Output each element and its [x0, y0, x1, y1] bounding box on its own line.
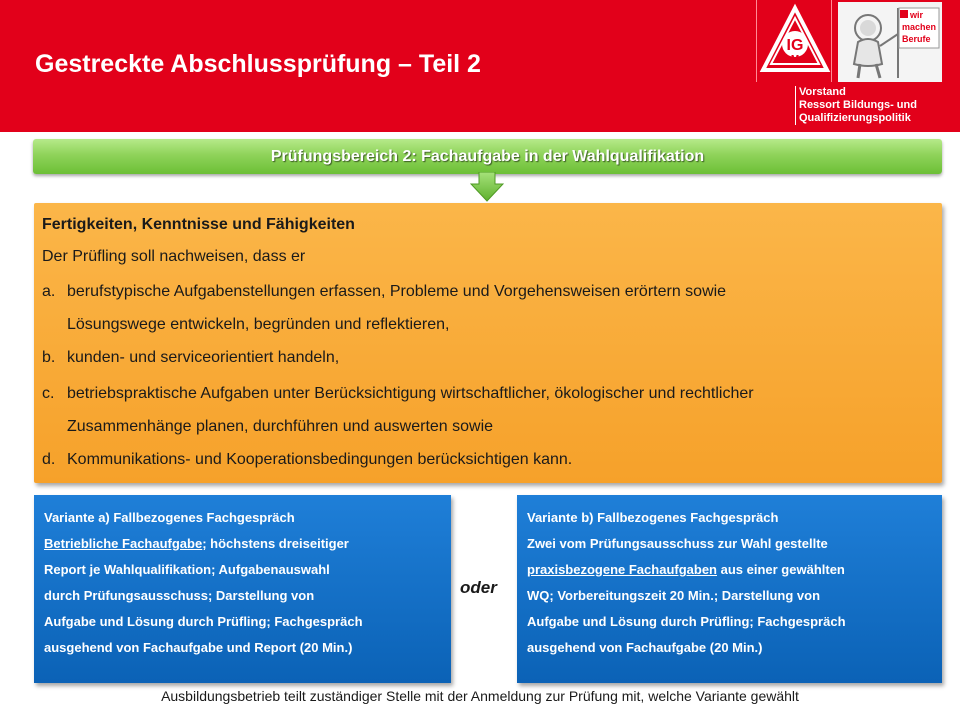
- org-line-2: Ressort Bildungs- und: [799, 99, 917, 111]
- variant-a-line-6: ausgehend von Fachaufgabe und Report (20 Min.): [44, 640, 353, 655]
- variant-a-line-2: [44, 531, 363, 557]
- logo-letters: IG: [786, 37, 804, 54]
- variant-b-box: [517, 495, 942, 683]
- page-title: Gestreckte Abschlussprüfung – Teil 2: [35, 50, 481, 78]
- skills-panel: [34, 203, 942, 483]
- variant-b-link[interactable]: praxisbezogene Fachaufgaben: [527, 562, 717, 577]
- down-arrow-icon: [470, 172, 504, 202]
- variant-b-line-3-text: aus einer gewählten: [717, 562, 845, 577]
- skill-item-b: [42, 341, 339, 374]
- igm-logo-icon: [757, 0, 833, 82]
- skill-item-d: [42, 443, 572, 476]
- variant-a-title: Variante a) Fallbezogenes Fachgespräch: [44, 510, 295, 525]
- variant-b-line-5: Aufgabe und Lösung durch Prüfling; Fachgespräch: [527, 614, 846, 629]
- connector-oder: oder: [460, 578, 497, 597]
- skill-marker: d.: [42, 451, 56, 468]
- variant-b-line-3: [527, 557, 846, 583]
- skill-item-c: [42, 377, 754, 443]
- variant-b-line-4: WQ; Vorbereitungszeit 20 Min.; Darstellung von: [527, 588, 821, 603]
- badge-word-1: wir: [910, 10, 924, 20]
- variant-a-line-4: durch Prüfungsausschuss; Darstellung von: [44, 588, 315, 603]
- footer-note: Ausbildungsbetrieb teilt zuständiger Stelle mit der Anmeldung zur Prüfung mit, welche Variante gewählt: [161, 688, 799, 704]
- badge-word-2: machen: [902, 22, 937, 32]
- skill-marker: c.: [42, 385, 55, 402]
- igm-logo: [756, 0, 832, 82]
- organization-info: [795, 86, 917, 125]
- skill-line: Kommunikations- und Kooperationsbedingungen berücksichtigen kann.: [67, 451, 573, 468]
- skill-marker: a.: [42, 283, 56, 300]
- badge-word-3: Berufe: [902, 34, 931, 44]
- exam-area-title: Prüfungsbereich 2: Fachaufgabe in der Wahlqualifikation: [270, 148, 705, 165]
- header: [0, 0, 960, 132]
- campaign-image: [838, 2, 942, 82]
- variant-a-line-3: Report je Wahlqualifikation; Aufgabenauswahl: [44, 562, 330, 577]
- variant-a-line-5: Aufgabe und Lösung durch Prüfling; Fachgespräch: [44, 614, 363, 629]
- skill-line: betriebspraktische Aufgaben unter Berücksichtigung wirtschaftlicher, ökologischer und rechtlicher: [67, 385, 754, 402]
- variant-a-line-2-text: ; höchstens dreiseitiger: [202, 536, 349, 551]
- logo-sub-letter: M: [790, 54, 800, 65]
- variant-b-line-6: ausgehend von Fachaufgabe (20 Min.): [527, 640, 763, 655]
- variant-b-title: Variante b) Fallbezogenes Fachgespräch: [527, 510, 779, 525]
- skill-line: Lösungswege entwickeln, begründen und reflektieren,: [67, 316, 450, 333]
- org-line-3: Qualifizierungspolitik: [799, 112, 911, 124]
- skill-item-a: [42, 275, 726, 341]
- org-line-1: Vorstand: [799, 86, 846, 98]
- skill-marker: b.: [42, 349, 56, 366]
- skill-line: berufstypische Aufgabenstellungen erfassen, Probleme und Vorgehensweisen erörtern sowie: [67, 283, 727, 300]
- exam-area-banner: [33, 139, 942, 174]
- variant-b-line-2: Zwei vom Prüfungsausschuss zur Wahl gestellte: [527, 536, 828, 551]
- astronaut-illustration-icon: [838, 2, 942, 82]
- skills-heading: Fertigkeiten, Kenntnisse und Fähigkeiten: [42, 216, 355, 233]
- skill-line: Zusammenhänge planen, durchführen und auswerten sowie: [67, 418, 494, 435]
- skill-line: kunden- und serviceorientiert handeln,: [67, 349, 340, 366]
- skills-intro: Der Prüfling soll nachweisen, dass er: [42, 248, 306, 265]
- variant-a-link[interactable]: Betriebliche Fachaufgabe: [44, 536, 203, 551]
- variant-a-box: [34, 495, 451, 683]
